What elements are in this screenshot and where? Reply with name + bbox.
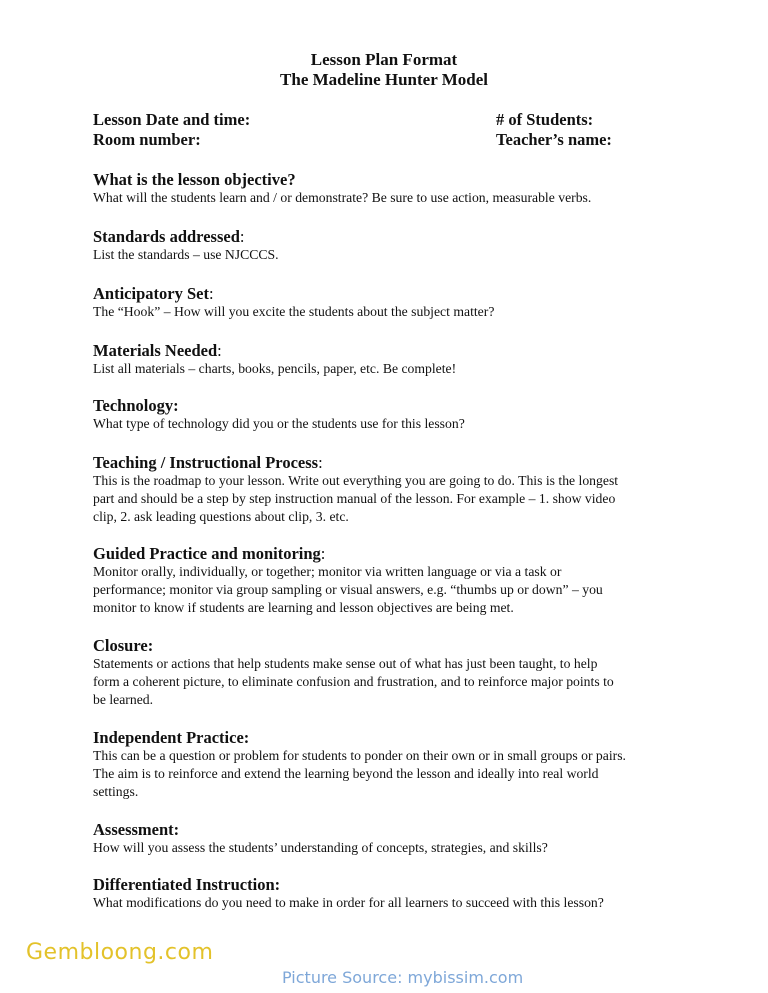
section-body: How will you assess the students’ understanding of concepts, strategies, and skills?: [93, 840, 548, 855]
section-body: What modifications do you need to make in order for all learners to succeed with this lesson?: [93, 895, 604, 910]
section-materials: [93, 341, 693, 378]
watermark-gembloong: Gembloong.com: [26, 940, 214, 965]
section-heading: Guided Practice and monitoring:: [93, 544, 326, 563]
watermark-picture-source: Picture Source: mybissim.com: [282, 968, 524, 987]
room-number-label: Room number:: [93, 130, 201, 149]
section-heading: Technology:: [93, 396, 179, 415]
section-body: What will the students learn and / or demonstrate? Be sure to use action, measurable verbs.: [93, 190, 592, 205]
section-heading: What is the lesson objective?: [93, 170, 296, 189]
section-heading: Materials Needed:: [93, 341, 222, 360]
section-closure: [93, 636, 693, 709]
section-independent-practice: [93, 728, 693, 801]
section-body: This is the roadmap to your lesson. Write out everything you are going to do. This is the longest part and should be a step by step instruction manual of the lesson. For example – 1. show video clip, 2. ask leading questions about clip, 3. etc.: [93, 473, 619, 524]
students-count-label: # of Students:: [496, 110, 594, 129]
lesson-date-label: Lesson Date and time:: [93, 110, 251, 129]
section-guided-practice: [93, 544, 693, 617]
section-heading: Closure:: [93, 636, 154, 655]
section-lesson-objective: [93, 170, 693, 207]
section-body: This can be a question or problem for students to ponder on their own or in small groups or pairs. The aim is to reinforce and extend the learning beyond the lesson and ideally into real world settings.: [93, 748, 626, 799]
section-anticipatory-set: [93, 284, 693, 321]
section-body: The “Hook” – How will you excite the students about the subject matter?: [93, 304, 495, 319]
section-heading: Standards addressed:: [93, 227, 245, 246]
teacher-name-label: Teacher’s name:: [496, 130, 612, 149]
section-body: Statements or actions that help students make sense out of what has just been taught, to help form a coherent picture, to eliminate confusion and frustration, and to reinforce major points to be learned.: [93, 656, 614, 707]
section-technology: [93, 396, 693, 433]
section-heading: Independent Practice:: [93, 728, 250, 747]
section-body: What type of technology did you or the students use for this lesson?: [93, 416, 465, 431]
section-heading: Differentiated Instruction:: [93, 875, 281, 894]
document-subtitle: The Madeline Hunter Model: [280, 70, 488, 89]
section-differentiated-instruction: [93, 875, 693, 912]
section-heading: Assessment:: [93, 820, 180, 839]
section-standards: [93, 227, 693, 264]
section-assessment: [93, 820, 693, 857]
document-title: Lesson Plan Format: [310, 50, 458, 69]
section-body: List all materials – charts, books, pencils, paper, etc. Be complete!: [93, 361, 457, 376]
section-body: List the standards – use NJCCCS.: [93, 247, 279, 262]
section-body: Monitor orally, individually, or together; monitor via written language or via a task or performance; monitor via group sampling or visual answers, e.g. “thumbs up or down” – you monitor to know if students are learning and lesson objectives are being met.: [93, 564, 603, 615]
section-teaching-process: [93, 453, 693, 526]
section-heading: Teaching / Instructional Process:: [93, 453, 323, 472]
section-heading: Anticipatory Set:: [93, 284, 214, 303]
